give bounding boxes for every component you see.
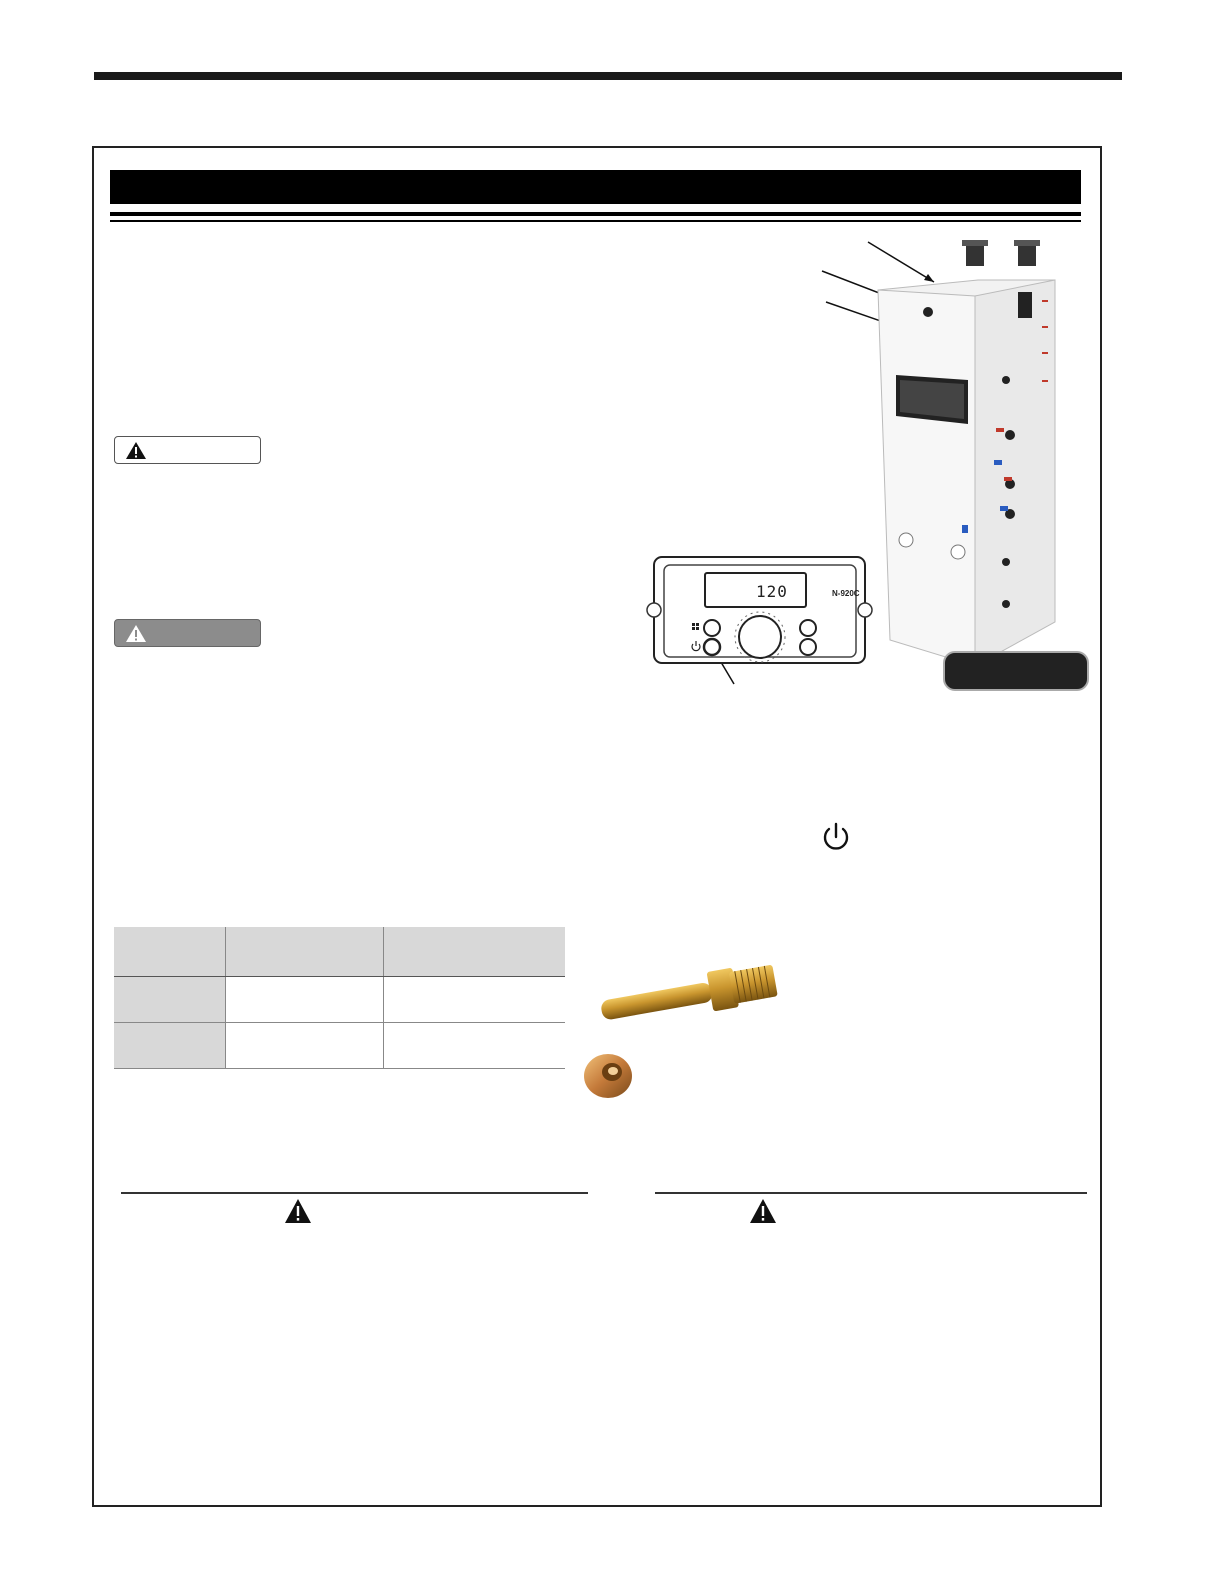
figure-tag (943, 651, 1089, 691)
warning-triangle-icon (125, 624, 147, 643)
table-cell (114, 1023, 225, 1069)
brass-nut (584, 1054, 632, 1098)
water-heater-unit (878, 240, 1055, 666)
spec-table (114, 927, 565, 1069)
warning-triangle-icon (125, 441, 147, 460)
table-header-cell (114, 927, 225, 977)
table-cell (114, 977, 225, 1023)
table-header-cell (383, 927, 565, 977)
table-row (114, 977, 565, 1023)
control-panel (647, 557, 872, 663)
water-heater-figure (600, 230, 1100, 700)
caution-label-box (114, 436, 261, 464)
bottom-right-rule (655, 1192, 1087, 1194)
warning-triangle-icon (749, 1198, 777, 1224)
table-header-cell (225, 927, 383, 977)
panel-model-label: N-920C (832, 589, 860, 598)
brass-fittings-photo (576, 944, 791, 1109)
brass-probe (598, 961, 778, 1031)
table-cell (225, 1023, 383, 1069)
table-cell (225, 977, 383, 1023)
table-header-row (114, 927, 565, 977)
power-icon (819, 820, 853, 854)
table-cell (383, 1023, 565, 1069)
section-title-bar (110, 170, 1081, 204)
bottom-left-rule (121, 1192, 588, 1194)
top-rule (94, 72, 1122, 80)
warning-label-box (114, 619, 261, 647)
title-rule-thick (110, 212, 1081, 216)
table-row (114, 1023, 565, 1069)
title-rule-thin (110, 220, 1081, 222)
warning-triangle-icon (284, 1198, 312, 1224)
table-cell (383, 977, 565, 1023)
lcd-display-value: 120 (756, 582, 788, 601)
